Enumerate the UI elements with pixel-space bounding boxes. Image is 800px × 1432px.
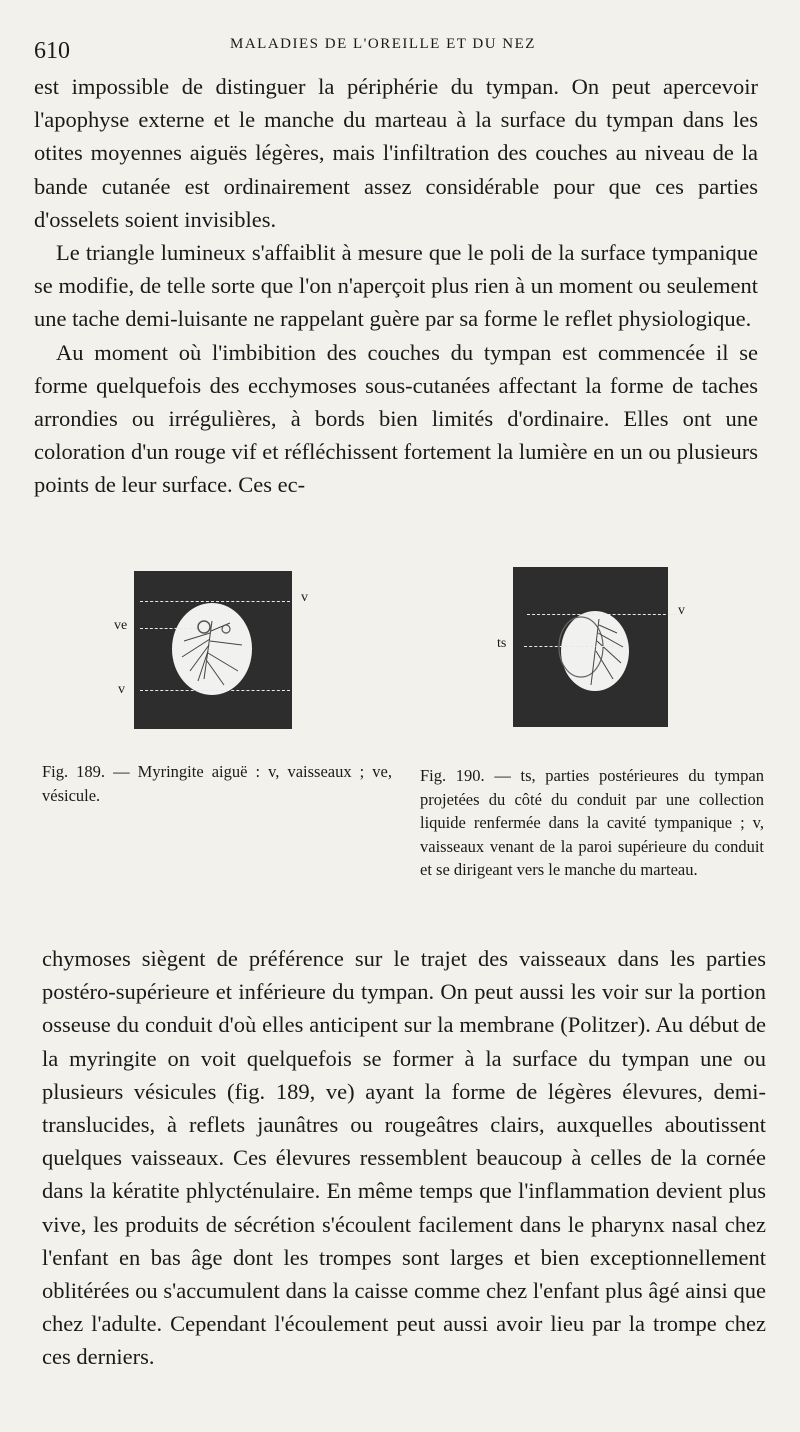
pointer-line xyxy=(524,646,614,647)
pointer-line xyxy=(140,628,202,629)
figure-189-label-v: v xyxy=(301,590,308,605)
paragraph: Le triangle lumineux s'affaiblit à mesure que le poli de la surface tympanique se modifie, de telle sorte que l'on n'aperçoit plus rien à un moment ou seulement une tache demi-luisante ne rappelant guère par sa forme le reflet physiologique. xyxy=(34,240,758,332)
pointer-line xyxy=(140,601,290,602)
paragraph: chymoses siègent de préférence sur le trajet des vaisseaux dans les parties postéro-supérieure et inférieure du tympan. On peut aussi les voir sur la portion osseuse du conduit d'où elles anticipent sur la membrane (Politzer). Au début de la myringite on voit quelquefois se former à la surface du tympan une ou plusieurs vésicules (fig. 189, ve) ayant la forme de légères élevures, demi-translucides, à reflets jaunâtres ou rougeâtres clairs, auxquelles aboutissent quelques vaisseaux. Ces élevures ressemblent beaucoup à celles de la cornée dans la kératite phlycténulaire. En même temps que l'inflammation devient plus vive, les produits de sécrétion s'écoulent facilement dans le pharynx nasal chez l'enfant en bas âge dont les trompes sont larges et bien exceptionnellement oblitérées ou s'accumulent dans la caisse comme chez l'enfant plus âgé ainsi que chez l'adulte. Cependant l'écoulement peut aussi avoir lieu par la trompe chez ces derniers. xyxy=(42,946,766,1370)
figure-190-label-ts: ts xyxy=(497,636,507,651)
paragraph: est impossible de distinguer la périphérie du tympan. On peut apercevoir l'apophyse externe et le manche du marteau à la surface du tympan dans les otites moyennes aiguës légères, mais l'infiltration des couches au niveau de la bande cutanée est ordinairement assez considérable pour que ces parties d'osselets soient invisibles. xyxy=(34,74,758,232)
figure-190-label-v: v xyxy=(678,603,685,618)
body-text-bottom xyxy=(42,942,766,1374)
figure-189-label-ve: ve xyxy=(114,618,128,633)
figure-189-caption: Fig. 189. — Myringite aiguë : v, vaisseaux ; ve, vésicule. xyxy=(42,762,392,805)
pointer-line xyxy=(527,614,681,615)
figure-189-illustration xyxy=(134,571,292,729)
figure-190-caption: Fig. 190. — ts, parties postérieures du tympan projetées du côté du conduit par une collection liquide renfermée dans la cavité tympanique ; v, vaisseaux venant de la paroi supérieure du conduit et se dirigeant vers le manche du marteau. xyxy=(420,766,764,879)
figure-190-illustration xyxy=(513,567,668,727)
page-number: 610 xyxy=(34,38,70,64)
paragraph: Au moment où l'imbibition des couches du tympan est commencée il se forme quelquefois des ecchymoses sous-cutanées affectant la forme de taches arrondies ou irrégulières, à bords bien limités d'ordinaire. Elles ont une coloration d'un rouge vif et réfléchissent fortement la lumière en un ou plusieurs points de leur surface. Ces ec- xyxy=(34,339,758,498)
figure-189-label-v: v xyxy=(118,682,125,697)
eardrum-illustration xyxy=(513,567,668,727)
pointer-line xyxy=(140,690,290,691)
eardrum-illustration xyxy=(134,571,292,729)
running-title: MALADIES DE L'OREILLE ET DU NEZ xyxy=(230,36,536,52)
body-text-top xyxy=(34,70,758,502)
